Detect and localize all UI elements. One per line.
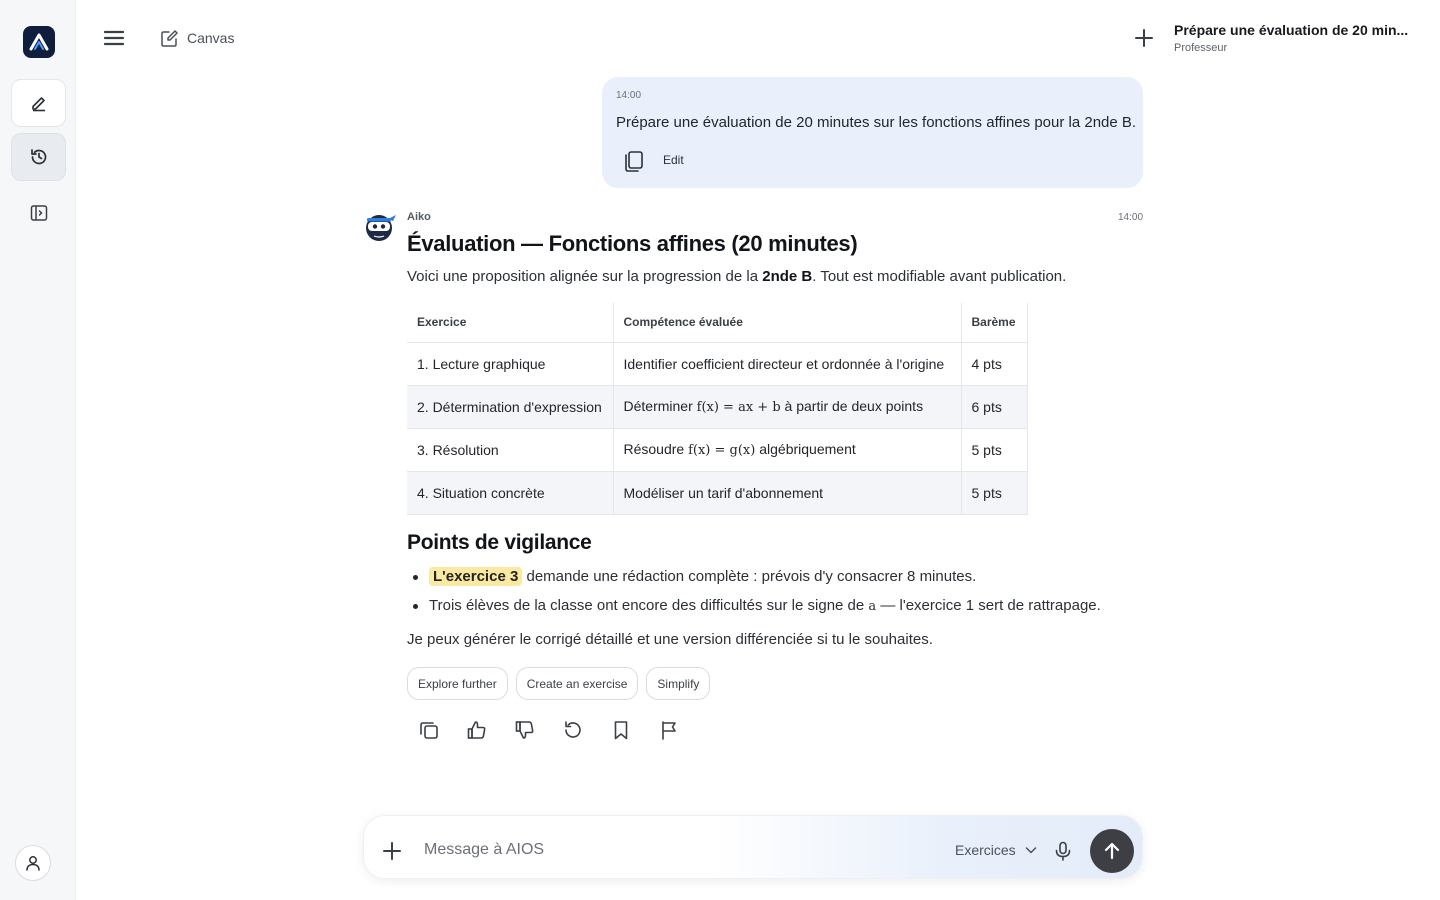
user-profile-button[interactable]: [15, 845, 51, 881]
attach-button[interactable]: [381, 840, 403, 862]
skill-text-start: Résoudre: [623, 441, 689, 457]
chevron-down-icon: [1024, 843, 1038, 857]
bullet-text: demande une rédaction complète : prévois d'y consacrer 8 minutes.: [522, 568, 977, 585]
edit-message-button[interactable]: Edit: [663, 153, 684, 167]
cell-skill: [613, 428, 961, 471]
edit-square-icon: [160, 29, 179, 48]
intro-text-start: Voici une proposition alignée sur la progression de la: [407, 268, 763, 285]
flag-icon: [658, 719, 680, 741]
skill-text-end: algébriquement: [755, 441, 856, 457]
menu-icon: [104, 29, 124, 47]
response-title: Évaluation — Fonctions affines (20 minutes): [407, 231, 858, 256]
suggestion-chips: [407, 667, 710, 700]
history-icon: [29, 147, 49, 167]
thumbs-up-button[interactable]: [465, 718, 489, 742]
chip-explore-further[interactable]: Explore further: [407, 667, 508, 700]
header-exercise: Exercice: [407, 303, 613, 342]
user-icon: [24, 854, 42, 872]
section-title: Points de vigilance: [407, 531, 592, 554]
math-expression: f(x) = g(x): [688, 443, 756, 458]
chip-simplify[interactable]: Simplify: [646, 667, 710, 700]
cell-exercise: 2. Détermination d'expression: [407, 385, 613, 428]
menu-button[interactable]: [102, 26, 126, 50]
math-variable: a: [868, 599, 877, 614]
header-skill: Compétence évaluée: [613, 303, 961, 342]
new-note-button[interactable]: [11, 79, 66, 127]
cell-points: 5 pts: [961, 428, 1027, 471]
regenerate-icon: [562, 719, 584, 741]
canvas-label: Canvas: [187, 30, 235, 46]
bookmark-button[interactable]: [609, 718, 633, 742]
plus-icon: [381, 840, 403, 862]
thumbs-down-button[interactable]: [513, 718, 537, 742]
assistant-avatar: [363, 210, 397, 244]
voice-input-button[interactable]: [1052, 840, 1074, 862]
mode-selector-label: Exercices: [955, 842, 1016, 858]
math-expression: f(x) = ax + b: [696, 400, 781, 415]
copy-icon: [418, 719, 440, 741]
copy-icon: [622, 149, 646, 173]
send-button[interactable]: [1090, 829, 1134, 873]
header-points: Barème: [961, 303, 1027, 342]
conversation-title: Prépare une évaluation de 20 min...: [1174, 22, 1409, 38]
intro-class-name: 2nde B: [762, 268, 813, 285]
message-composer: [363, 815, 1143, 879]
new-conversation-button[interactable]: [1132, 26, 1156, 50]
cell-points: 5 pts: [961, 471, 1027, 514]
app-logo[interactable]: [23, 26, 55, 58]
skill-text-end: à partir de deux points: [780, 398, 924, 414]
copy-response-button[interactable]: [417, 718, 441, 742]
closing-text: Je peux générer le corrigé détaillé et une version différenciée si tu le souhaites.: [407, 631, 933, 648]
user-message-text: Prépare une évaluation de 20 minutes sur les fonctions affines pour la 2nde B.: [616, 114, 1137, 131]
sidebar: [0, 0, 76, 900]
flag-button[interactable]: [657, 718, 681, 742]
table-row: [407, 428, 1027, 471]
table-row: [407, 471, 1027, 514]
logo-icon: [28, 31, 50, 53]
pen-icon: [30, 94, 48, 112]
skill-text-start: Déterminer: [623, 398, 697, 414]
cell-exercise: 3. Résolution: [407, 428, 613, 471]
bullet-text-start: Trois élèves de la classe ont encore des difficultés sur le signe de: [429, 597, 869, 614]
copy-message-button[interactable]: [622, 149, 646, 173]
list-item: [429, 568, 1101, 597]
assistant-name: Aiko: [407, 211, 431, 223]
cell-skill: Modéliser un tarif d'abonnement: [613, 471, 961, 514]
regenerate-button[interactable]: [561, 718, 585, 742]
cell-exercise: 4. Situation concrète: [407, 471, 613, 514]
thumbs-up-icon: [466, 719, 488, 741]
response-intro: [407, 268, 1066, 285]
arrow-up-icon: [1102, 841, 1122, 861]
cell-points: 6 pts: [961, 385, 1027, 428]
canvas-button[interactable]: [160, 27, 234, 49]
assistant-time: 14:00: [1118, 212, 1144, 223]
conversation-subtitle: Professeur: [1174, 42, 1228, 54]
table-row: [407, 385, 1027, 428]
table-header-row: [407, 303, 1027, 342]
panel-toggle-icon: [29, 203, 49, 223]
response-actions: [417, 718, 681, 742]
intro-text-end: . Tout est modifiable avant publication.: [812, 268, 1067, 285]
mode-selector[interactable]: [955, 842, 1038, 858]
user-message: [602, 77, 1143, 188]
highlight-badge: L'exercice 3: [429, 567, 522, 586]
vigilance-list: [429, 568, 1101, 626]
evaluation-table: [407, 303, 1028, 515]
cell-skill: [613, 385, 961, 428]
cell-exercise: 1. Lecture graphique: [407, 342, 613, 385]
panel-toggle-button[interactable]: [27, 201, 51, 225]
cell-points: 4 pts: [961, 342, 1027, 385]
user-message-time: 14:00: [616, 90, 642, 101]
thumbs-down-icon: [514, 719, 536, 741]
table-row: [407, 342, 1027, 385]
microphone-icon: [1052, 840, 1074, 862]
chip-create-exercise[interactable]: Create an exercise: [516, 667, 639, 700]
ninja-avatar-icon: [363, 210, 397, 244]
history-button[interactable]: [11, 133, 66, 181]
list-item: [429, 597, 1101, 626]
message-input[interactable]: [424, 838, 924, 862]
bullet-text-end: — l'exercice 1 sert de rattrapage.: [876, 597, 1101, 614]
cell-skill: Identifier coefficient directeur et ordonnée à l'origine: [613, 342, 961, 385]
plus-icon: [1134, 28, 1154, 48]
bookmark-icon: [610, 719, 632, 741]
